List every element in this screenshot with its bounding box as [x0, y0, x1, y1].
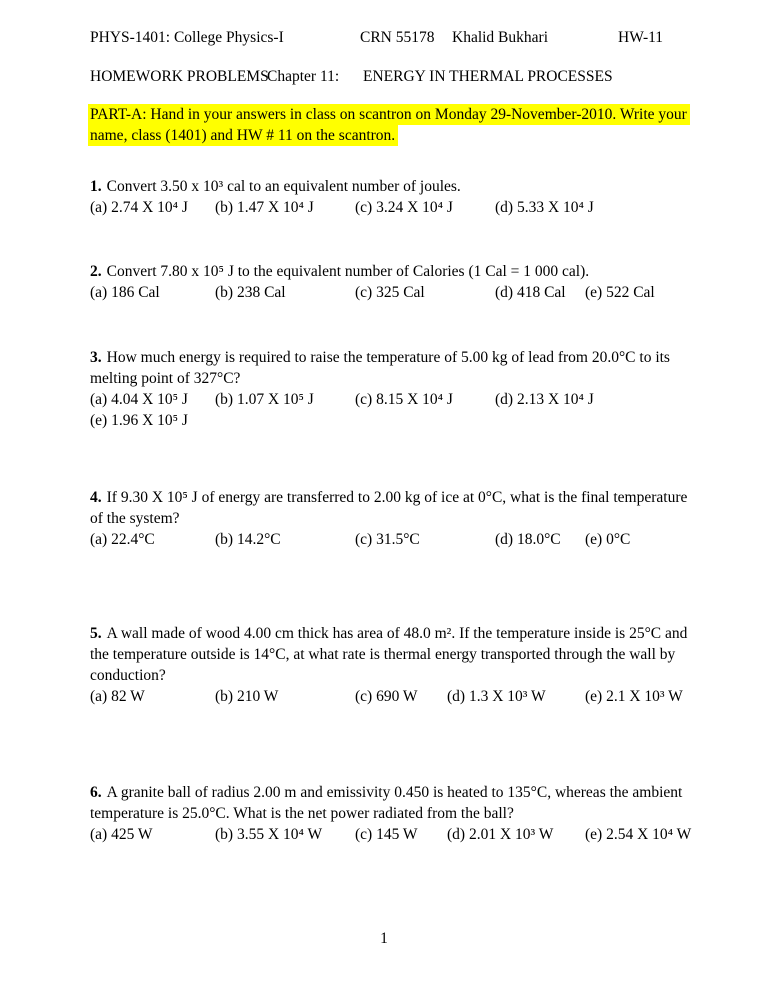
question-5-line-2: the temperature outside is 14°C, at what rate is thermal energy transported through the wall by: [90, 646, 676, 663]
question-5-line-1: [90, 623, 687, 644]
question-1-option-a: (a) 2.74 X 10⁴ J: [90, 199, 188, 216]
question-6-option-e: (e) 2.54 X 10⁴ W: [585, 826, 692, 843]
question-4-number: 4.: [90, 489, 102, 506]
question-4-option-e: (e) 0°C: [585, 531, 631, 548]
question-3-option-a: (a) 4.04 X 10⁵ J: [90, 391, 188, 408]
header-course: PHYS-1401: College Physics-I: [90, 29, 284, 46]
question-5-number: 5.: [90, 625, 102, 642]
question-4-option-c: (c) 31.5°C: [355, 531, 420, 548]
notice-line-2: name, class (1401) and HW # 11 on the scantron.: [88, 125, 398, 146]
question-1-option-d: (d) 5.33 X 10⁴ J: [495, 199, 594, 216]
question-1-option-c: (c) 3.24 X 10⁴ J: [355, 199, 453, 216]
page-number: 1: [380, 930, 388, 947]
header-instructor: Khalid Bukhari: [452, 29, 548, 46]
question-2-option-b: (b) 238 Cal: [215, 284, 286, 301]
question-2-number: 2.: [90, 263, 102, 280]
question-4-line-1: [90, 487, 687, 508]
question-2-option-e: (e) 522 Cal: [585, 284, 655, 301]
subject-label: ENERGY IN THERMAL PROCESSES: [363, 68, 613, 85]
question-5-line-3: conduction?: [90, 667, 166, 684]
question-4-line-2: of the system?: [90, 510, 180, 527]
question-3-option-c: (c) 8.15 X 10⁴ J: [355, 391, 453, 408]
question-4-option-a: (a) 22.4°C: [90, 531, 155, 548]
question-2-option-c: (c) 325 Cal: [355, 284, 425, 301]
question-6-option-a: (a) 425 W: [90, 826, 153, 843]
question-2-option-a: (a) 186 Cal: [90, 284, 160, 301]
question-3-line-2: melting point of 327°C?: [90, 370, 241, 387]
header-hw-number: HW-11: [618, 29, 664, 46]
question-5-option-c: (c) 690 W: [355, 688, 418, 705]
question-3-text: How much energy is required to raise the temperature of 5.00 kg of lead from 20.0°C to its: [106, 349, 670, 366]
question-4-text: If 9.30 X 10⁵ J of energy are transferred to 2.00 kg of ice at 0°C, what is the final temperature: [106, 489, 688, 506]
question-6-text: A granite ball of radius 2.00 m and emissivity 0.450 is heated to 135°C, whereas the ambient: [106, 784, 683, 801]
question-1-number: 1.: [90, 178, 102, 195]
question-6-option-c: (c) 145 W: [355, 826, 418, 843]
question-2-option-d: (d) 418 Cal: [495, 284, 566, 301]
question-3-option-e: (e) 1.96 X 10⁵ J: [90, 412, 188, 429]
question-5-option-b: (b) 210 W: [215, 688, 279, 705]
question-5-option-d: (d) 1.3 X 10³ W: [447, 688, 546, 705]
question-3-option-b: (b) 1.07 X 10⁵ J: [215, 391, 314, 408]
question-5-text: A wall made of wood 4.00 cm thick has area of 48.0 m². If the temperature inside is 25°C and: [106, 625, 688, 642]
question-1-line-1: [90, 176, 461, 197]
notice-line-1: PART-A: Hand in your answers in class on scantron on Monday 29-November-2010. Write your: [88, 104, 690, 125]
question-6-line-2: temperature is 25.0°C. What is the net power radiated from the ball?: [90, 805, 514, 822]
question-2-line-1: [90, 261, 589, 282]
header-crn: CRN 55178: [360, 29, 435, 46]
question-3-line-1: [90, 347, 670, 368]
question-2-text: Convert 7.80 x 10⁵ J to the equivalent number of Calories (1 Cal = 1 000 cal).: [106, 263, 590, 280]
homework-title: HOMEWORK PROBLEMS: [90, 68, 269, 85]
chapter-label: Chapter 11:: [267, 68, 340, 85]
question-1-option-b: (b) 1.47 X 10⁴ J: [215, 199, 314, 216]
question-5-option-a: (a) 82 W: [90, 688, 145, 705]
question-4-option-b: (b) 14.2°C: [215, 531, 281, 548]
question-3-number: 3.: [90, 349, 102, 366]
question-6-number: 6.: [90, 784, 102, 801]
question-6-option-d: (d) 2.01 X 10³ W: [447, 826, 554, 843]
question-5-option-e: (e) 2.1 X 10³ W: [585, 688, 683, 705]
question-3-option-d: (d) 2.13 X 10⁴ J: [495, 391, 594, 408]
question-6-option-b: (b) 3.55 X 10⁴ W: [215, 826, 323, 843]
question-4-option-d: (d) 18.0°C: [495, 531, 561, 548]
question-1-text: Convert 3.50 x 10³ cal to an equivalent number of joules.: [106, 178, 461, 195]
question-6-line-1: [90, 782, 682, 803]
